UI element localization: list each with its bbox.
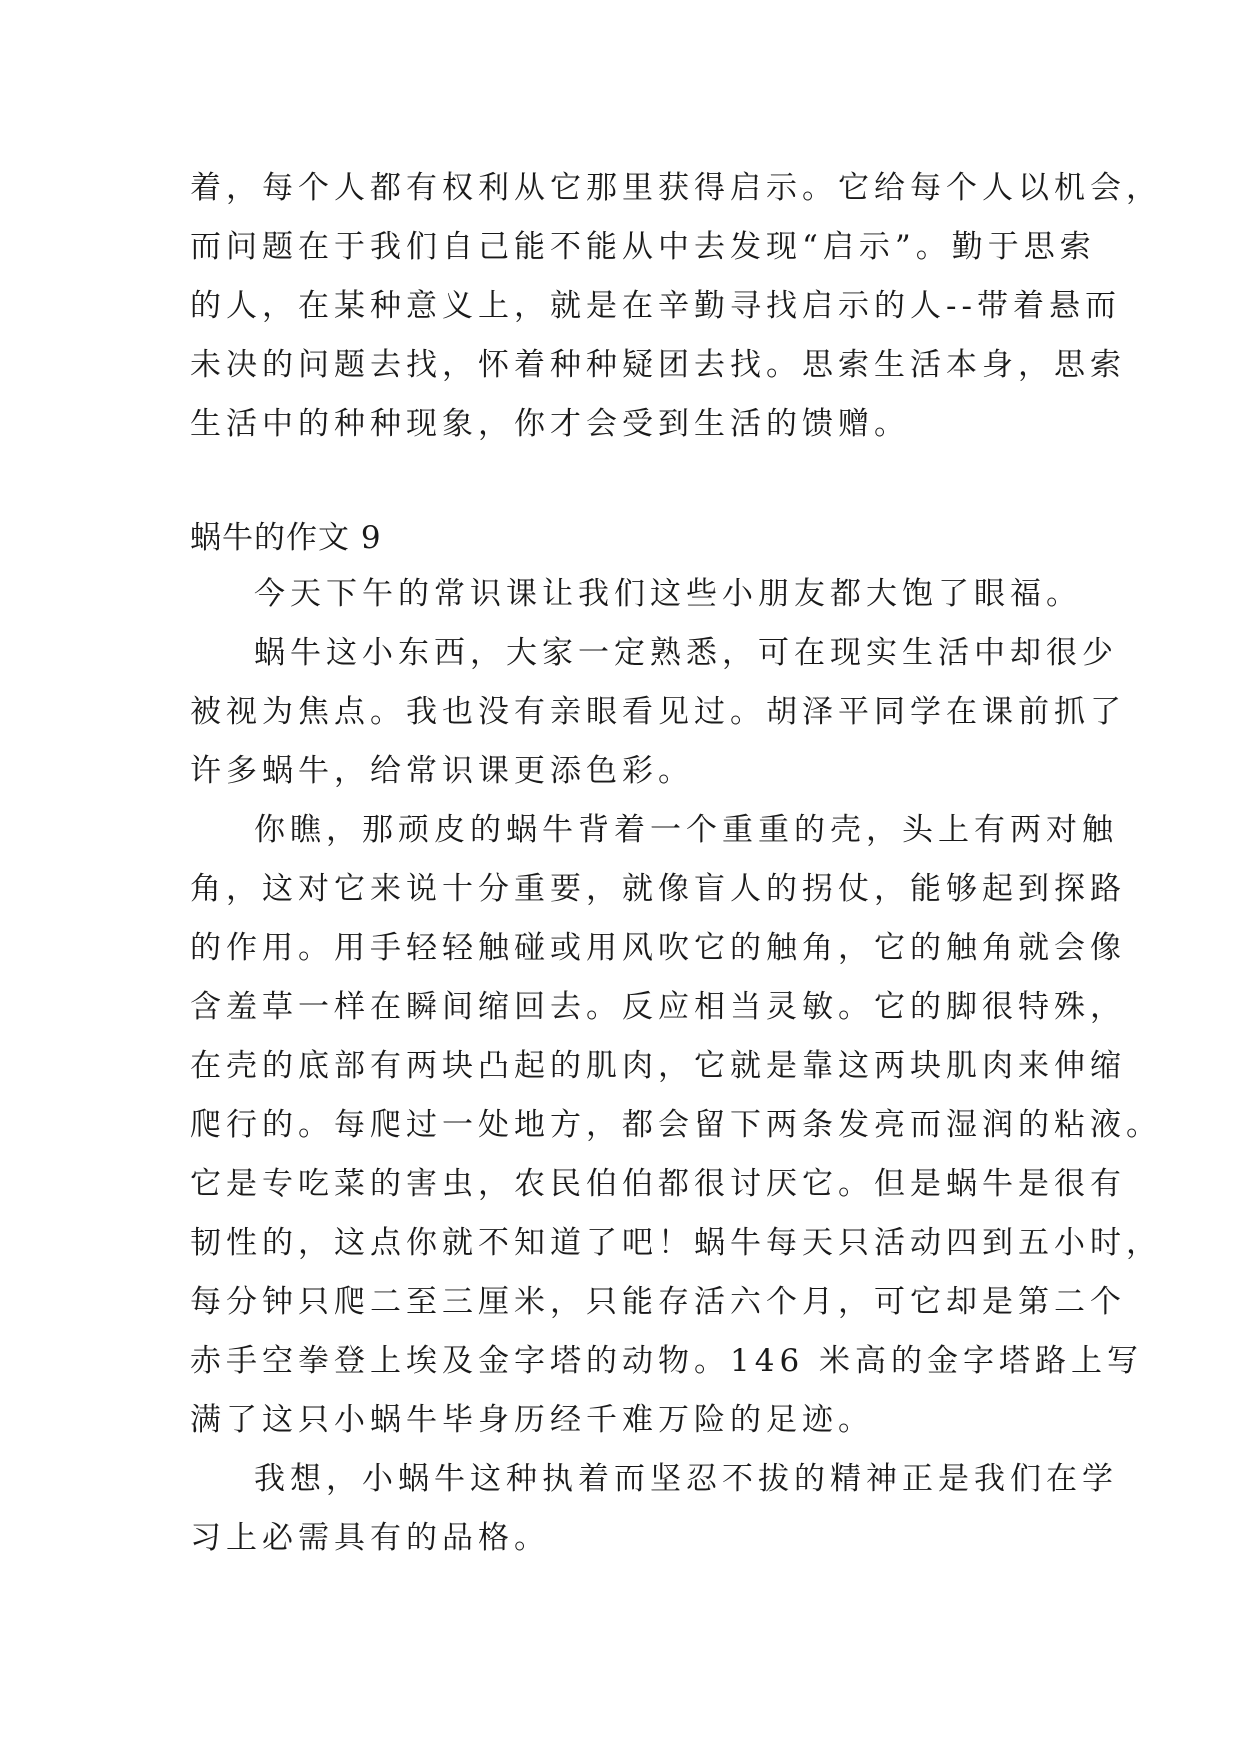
paragraph-line: 而问题在于我们自己能不能从中去发现“启示”。勤于思索 bbox=[190, 229, 1096, 265]
continued-paragraph bbox=[190, 159, 1162, 454]
paragraph-line: 每分钟只爬二至三厘米，只能存活六个月，可它却是第二个 bbox=[190, 1284, 1126, 1320]
paragraph-line: 满了这只小蜗牛毕身历经千难万险的足迹。 bbox=[190, 1402, 874, 1438]
paragraph-line: 许多蜗牛，给常识课更添色彩。 bbox=[190, 753, 694, 789]
paragraph-line: 生活中的种种现象，你才会受到生活的馈赠。 bbox=[190, 406, 910, 442]
paragraph-line: 它是专吃菜的害虫，农民伯伯都很讨厌它。但是蜗牛是很有 bbox=[190, 1166, 1126, 1202]
section-title: 蜗牛的作文 9 bbox=[190, 520, 382, 556]
paragraph-line: 今天下午的常识课让我们这些小朋友都大饱了眼福。 bbox=[254, 576, 1082, 612]
paragraph-line: 赤手空拳登上埃及金字塔的动物。146 米高的金字塔路上写 bbox=[190, 1343, 1144, 1379]
paragraph-line: 着，每个人都有权利从它那里获得启示。它给每个人以机会， bbox=[190, 170, 1162, 206]
paragraph-line: 的作用。用手轻轻触碰或用风吹它的触角，它的触角就会像 bbox=[190, 930, 1126, 966]
paragraph-line: 韧性的，这点你就不知道了吧！蜗牛每天只活动四到五小时， bbox=[190, 1225, 1162, 1261]
paragraph-line: 在壳的底部有两块凸起的肌肉，它就是靠这两块肌肉来伸缩 bbox=[190, 1048, 1126, 1084]
paragraph-line: 爬行的。每爬过一处地方，都会留下两条发亮而湿润的粘液。 bbox=[190, 1107, 1162, 1143]
paragraph-line: 我想，小蜗牛这种执着而坚忍不拔的精神正是我们在学 bbox=[254, 1461, 1118, 1497]
paragraph-line: 你瞧，那顽皮的蜗牛背着一个重重的壳，头上有两对触 bbox=[254, 812, 1118, 848]
paragraph-line: 未决的问题去找，怀着种种疑团去找。思索生活本身，思索 bbox=[190, 347, 1126, 383]
paragraph-line: 蜗牛这小东西，大家一定熟悉，可在现实生活中却很少 bbox=[254, 635, 1118, 671]
paragraph-line: 含羞草一样在瞬间缩回去。反应相当灵敏。它的脚很特殊， bbox=[190, 989, 1126, 1025]
essay-body bbox=[190, 565, 1162, 1568]
section-heading bbox=[190, 509, 1060, 568]
paragraph-line: 角，这对它来说十分重要，就像盲人的拐仗，能够起到探路 bbox=[190, 871, 1126, 907]
paragraph-line: 被视为焦点。我也没有亲眼看见过。胡泽平同学在课前抓了 bbox=[190, 694, 1126, 730]
paragraph-line: 的人，在某种意义上，就是在辛勤寻找启示的人--带着悬而 bbox=[190, 288, 1121, 324]
paragraph-line: 习上必需具有的品格。 bbox=[190, 1520, 550, 1556]
